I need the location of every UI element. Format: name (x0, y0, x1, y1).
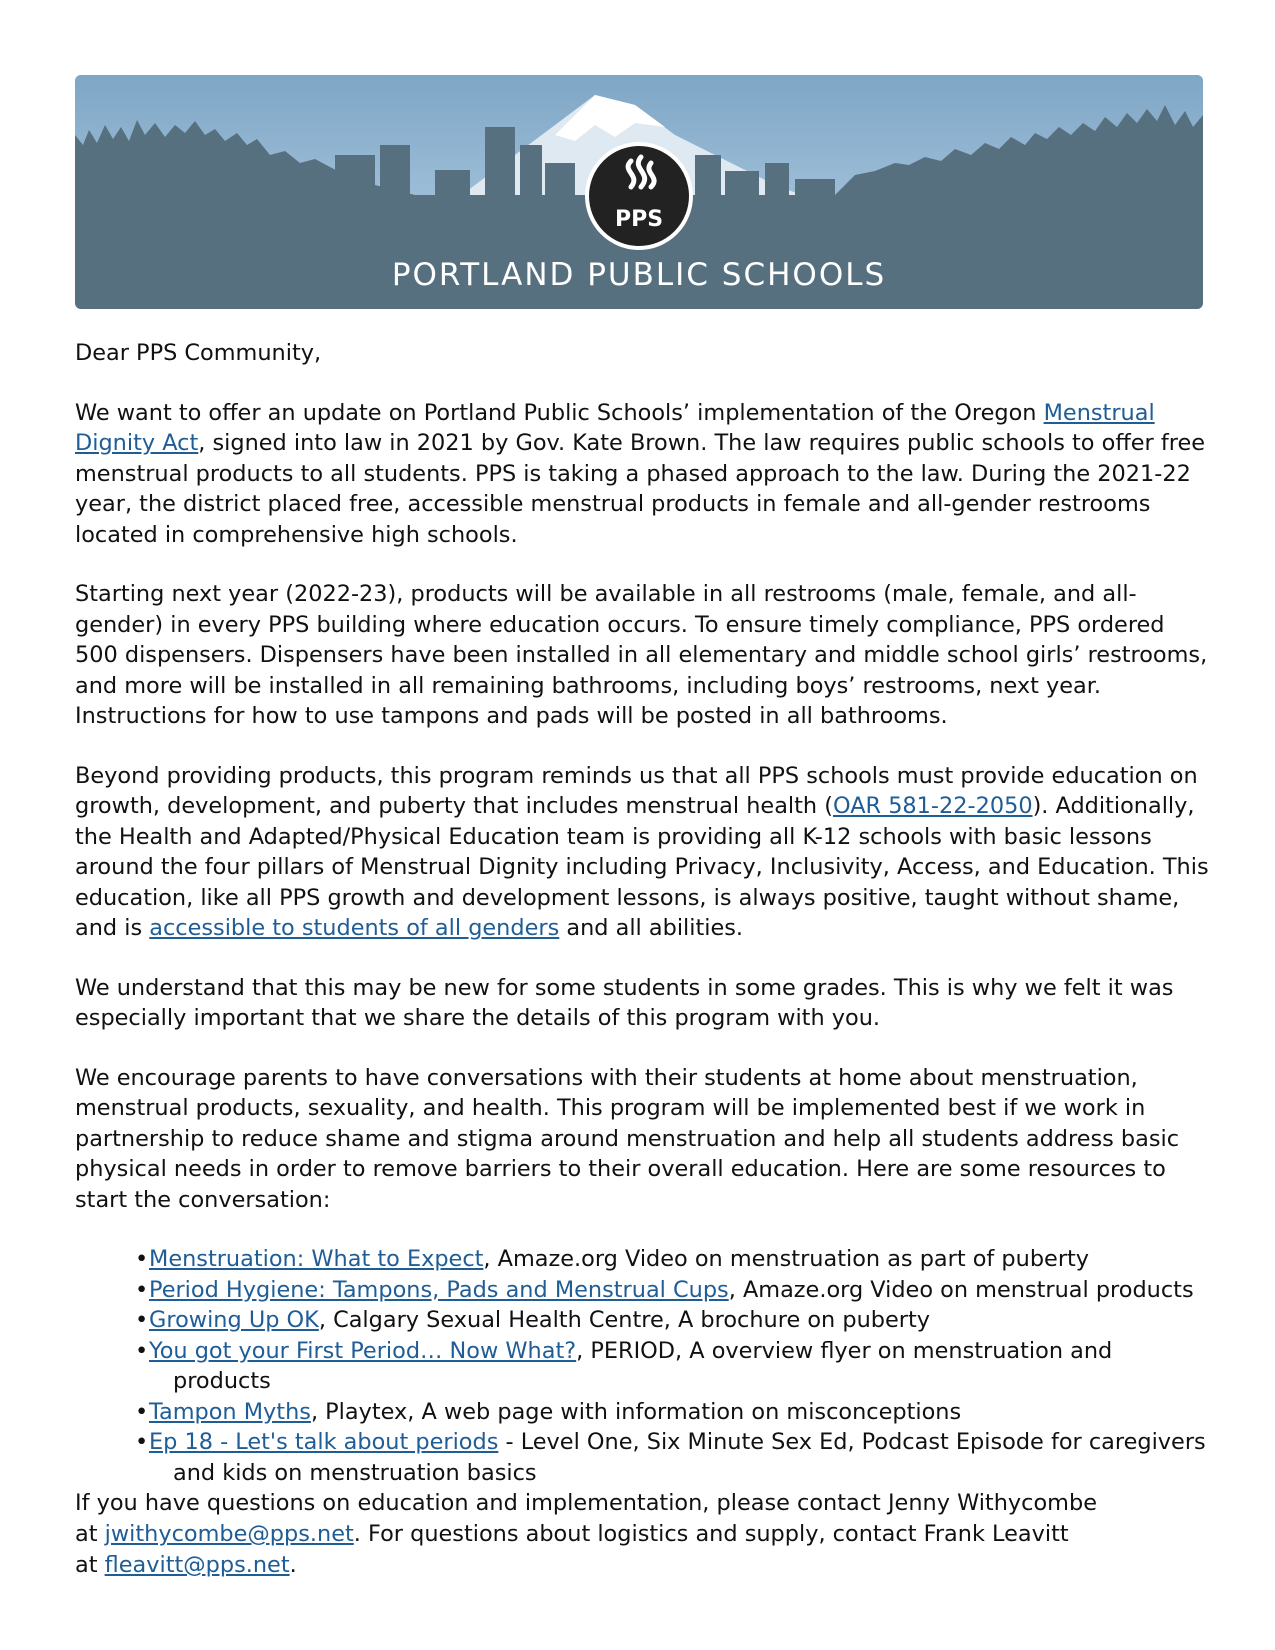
closing-at-2: at (75, 1552, 105, 1578)
paragraph-3 (75, 761, 1210, 944)
resource-desc: , PERIOD, A overview flyer on menstruation and (576, 1337, 1113, 1364)
logo-text: PPS (614, 207, 664, 232)
p3-text-c: and all abilities. (559, 915, 744, 941)
resource-desc: , Amaze.org Video on menstrual products (728, 1276, 1194, 1303)
resource-desc: - Level One, Six Minute Sex Ed, Podcast Episode for caregivers (498, 1429, 1206, 1455)
list-item (149, 1275, 1210, 1306)
resource-link[interactable]: Tampon Myths (149, 1398, 311, 1425)
resource-link[interactable]: Ep 18 - Let's talk about periods (149, 1429, 499, 1455)
resource-link[interactable]: Menstruation: What to Expect (149, 1246, 484, 1272)
pps-logo (587, 144, 691, 248)
resource-desc: , Amaze.org Video on menstruation as part of puberty (483, 1246, 1090, 1272)
paragraph-5: We encourage parents to have conversations with their students at home about menstruation, menstrual products, sexuality, and health. This program will be implemented best if we work in partnership to reduce shame and stigma around menstruation and help all students address basic physical needs in order to remove barriers to their overall education. Here are some resources to start the conversation: (75, 1064, 1180, 1213)
paragraph-4: We understand that this may be new for some students in some grades. This is why we felt it was especially important that we share the details of this program with you. (75, 974, 1174, 1031)
resource-link[interactable]: Growing Up OK (149, 1307, 319, 1333)
list-item (149, 1397, 1210, 1428)
resource-list (75, 1244, 1210, 1488)
oar-link[interactable]: OAR 581-22-2050 (832, 793, 1033, 819)
menstrual-dignity-act-link[interactable]: Menstrual Dignity Act (75, 399, 1155, 456)
closing-paragraph (75, 1488, 1210, 1581)
p3-text-a: Beyond providing products, this program reminds us that all PPS schools must provide education on growth, development, and puberty that includes menstrual health ( (75, 762, 1198, 819)
resource-desc: , Calgary Sexual Health Centre, A brochure on puberty (318, 1307, 930, 1333)
org-title: PORTLAND PUBLIC SCHOOLS (391, 257, 887, 293)
resource-link[interactable]: You got your First Period… Now What? (149, 1337, 577, 1364)
p1-text-before: We want to offer an update on Portland Public Schools’ implementation of the Oregon (75, 399, 1044, 426)
closing-text-b: . For questions about logistics and supply, contact Frank Leavitt (353, 1521, 1069, 1547)
greeting: Dear PPS Community, (75, 340, 322, 366)
p3-text-b: ). Additionally, the Health and Adapted/Physical Education team is providing all K-12 schools with basic lessons around the four pillars of Menstrual Dignity including Privacy, Inclusivity, Access, and Education. This education, like all PPS growth and development lessons, is always positive, taught without shame, and is (75, 793, 1209, 941)
p1-text-after: , signed into law in 2021 by Gov. Kate Brown. The law requires public schools to offer free menstrual products to all students. PPS is taking a phased approach to the law. During the 2021-22 year, the district placed free, accessible menstrual products in female and all-gender restrooms located in comprehensive high schools. (75, 430, 1205, 548)
list-item (149, 1336, 1210, 1397)
list-item (149, 1305, 1210, 1336)
resource-desc: , Playtex, A web page with information on misconceptions (310, 1398, 962, 1425)
closing-line-2 (75, 1519, 1210, 1550)
email-link-jwithycombe[interactable]: jwithycombe@pps.net (104, 1521, 354, 1547)
header-banner (75, 75, 1203, 309)
closing-line-1: If you have questions on education and implementation, please contact Jenny Withycombe (75, 1490, 1097, 1516)
list-item (149, 1244, 1210, 1275)
accessible-genders-link[interactable]: accessible to students of all genders (149, 915, 560, 941)
closing-end: . (289, 1552, 297, 1578)
closing-at-1: at (75, 1521, 105, 1547)
list-item (149, 1427, 1210, 1488)
resource-link[interactable]: Period Hygiene: Tampons, Pads and Menstrual Cups (149, 1276, 729, 1303)
letter-body (75, 338, 1210, 1581)
resource-desc-continued: products (173, 1368, 271, 1394)
paragraph-1 (75, 398, 1210, 551)
paragraph-2: Starting next year (2022-23), products will be available in all restrooms (male, female, and all-gender) in every PPS building where education occurs. To ensure timely compliance, PPS ordered 500 dispensers. Dispensers have been installed in all elementary and middle school girls’ restrooms, and more will be installed in all remaining bathrooms, including boys’ restrooms, next year. Instructions for how to use tampons and pads will be posted in all bathrooms. (75, 581, 1208, 729)
closing-line-3 (75, 1550, 1210, 1581)
resource-desc-continued: and kids on menstruation basics (173, 1459, 537, 1486)
email-link-fleavitt[interactable]: fleavitt@pps.net (104, 1552, 290, 1578)
